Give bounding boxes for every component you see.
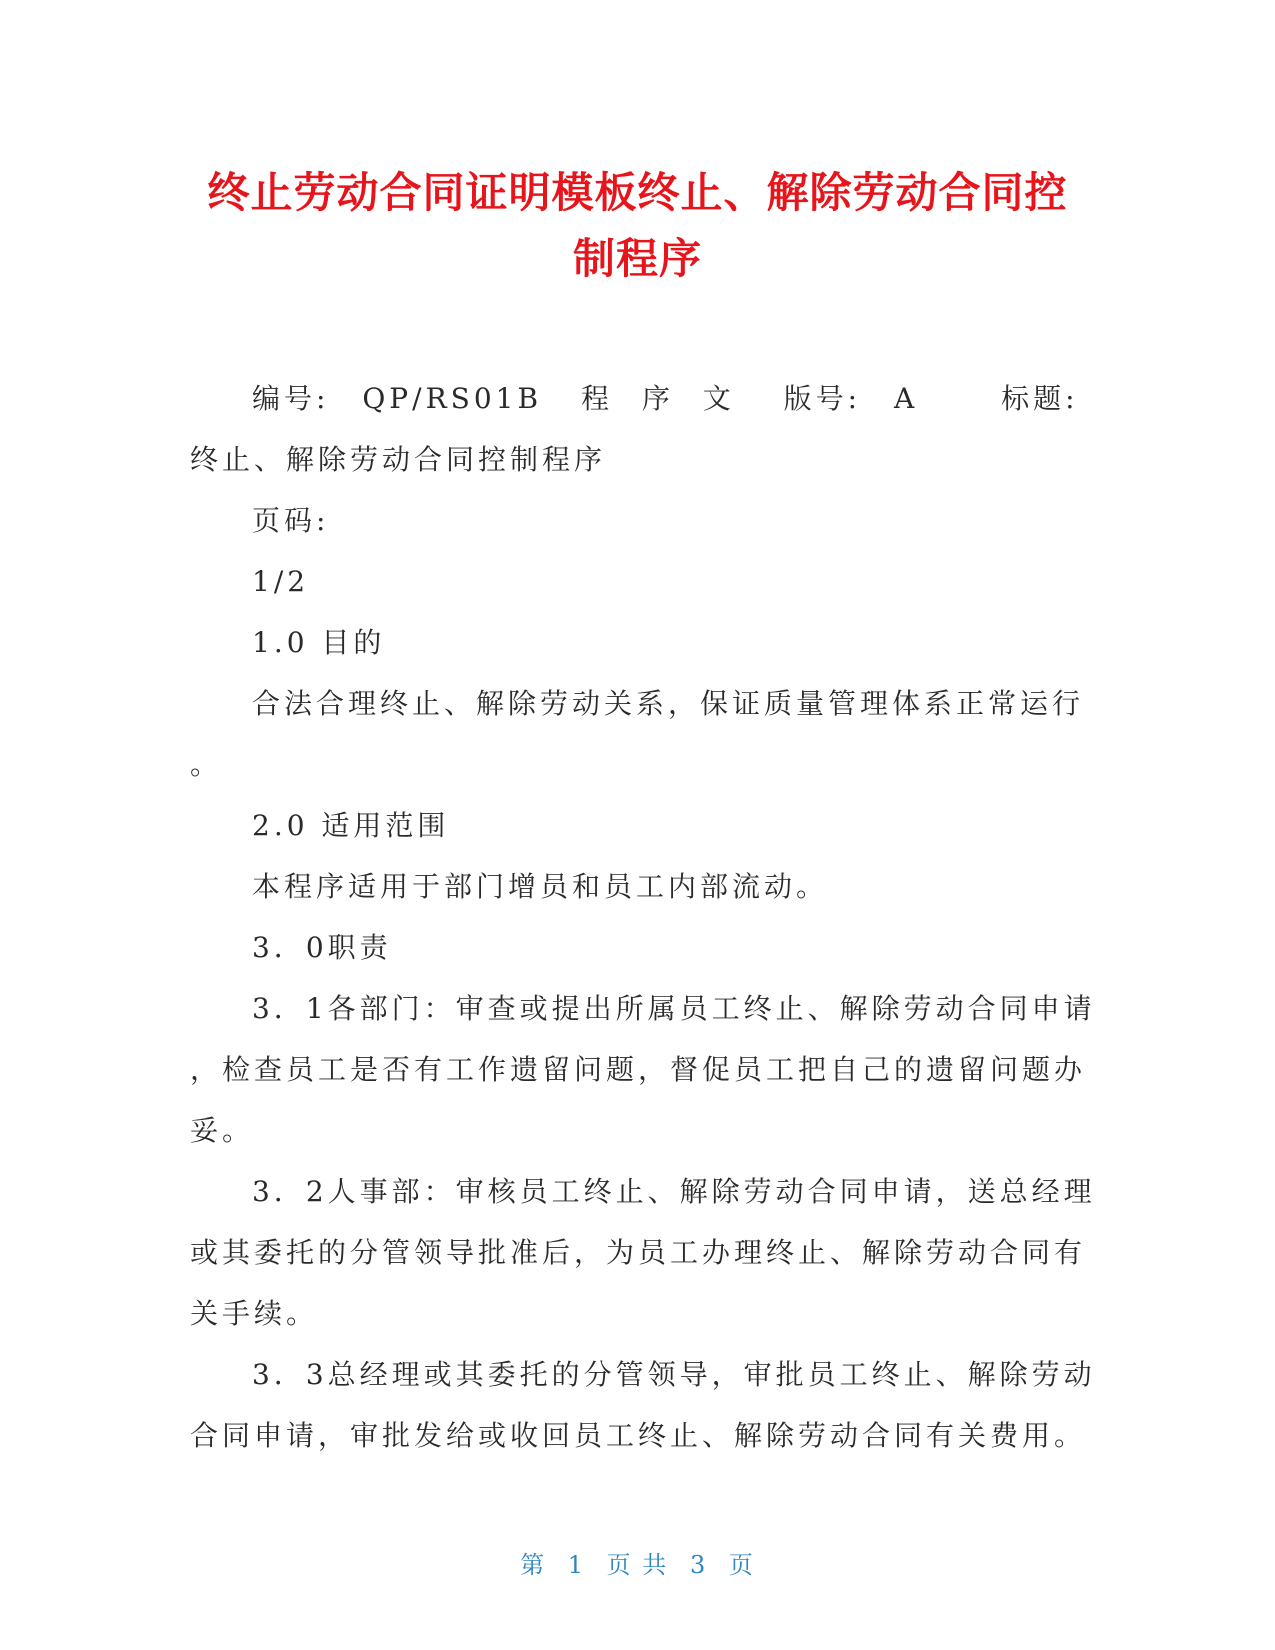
document-body xyxy=(190,368,1096,1466)
line-17: 合同申请，审批发给或收回员工终止、解除劳动合同有关费用。 xyxy=(190,1419,1087,1452)
line-10: 3．1各部门：审查或提出所属员工终止、解除劳动合同申请 xyxy=(252,992,1096,1025)
line-11: ，检查员工是否有工作遗留问题，督促员工把自己的遗留问题办 xyxy=(190,1053,1087,1086)
footer-total-pages: 3 xyxy=(689,1551,708,1579)
footer-current-page: 1 xyxy=(567,1551,586,1579)
page-footer xyxy=(0,1545,1275,1580)
line-14: 或其委托的分管领导批准后，为员工办理终止、解除劳动合同有 xyxy=(190,1236,1087,1269)
section-heading-scope: 2.0 适用范围 xyxy=(252,809,450,842)
line-15: 关手续。 xyxy=(190,1297,319,1330)
line-5: 合法合理终止、解除劳动关系，保证质量管理体系正常运行 xyxy=(252,687,1085,720)
footer-middle: 页 共 xyxy=(606,1551,669,1579)
line-3: 1/2 xyxy=(252,565,310,598)
number-value: QP/RS01B xyxy=(362,382,543,415)
line-12: 妥。 xyxy=(190,1114,255,1147)
footer-suffix: 页 xyxy=(728,1551,755,1579)
meta-row xyxy=(190,368,1079,429)
line-2: 页码: xyxy=(252,504,330,537)
doc-type: 程 序 文 xyxy=(580,382,743,415)
footer-prefix: 第 xyxy=(520,1551,547,1579)
section-heading-purpose: 1.0 目的 xyxy=(252,626,386,659)
version-value: A xyxy=(894,382,919,415)
number-label: 编号: xyxy=(252,382,330,415)
line-16: 3．3总经理或其委托的分管领导，审批员工终止、解除劳动 xyxy=(252,1358,1096,1391)
section-heading-duties: 3．0职责 xyxy=(252,931,392,964)
version-label: 版号: xyxy=(783,382,862,415)
title-line-1: 终止劳动合同证明模板终止、解除劳动合同控 xyxy=(207,168,1068,217)
line-8: 本程序适用于部门增员和员工内部流动。 xyxy=(252,870,829,903)
line-13: 3．2人事部：审核员工终止、解除劳动合同申请，送总经理 xyxy=(252,1175,1096,1208)
heading-label: 标题: xyxy=(1001,382,1079,415)
line-6: 。 xyxy=(190,748,223,781)
document-title xyxy=(150,160,1125,292)
line-1: 终止、解除劳动合同控制程序 xyxy=(190,443,607,476)
title-line-2: 制程序 xyxy=(572,234,702,283)
